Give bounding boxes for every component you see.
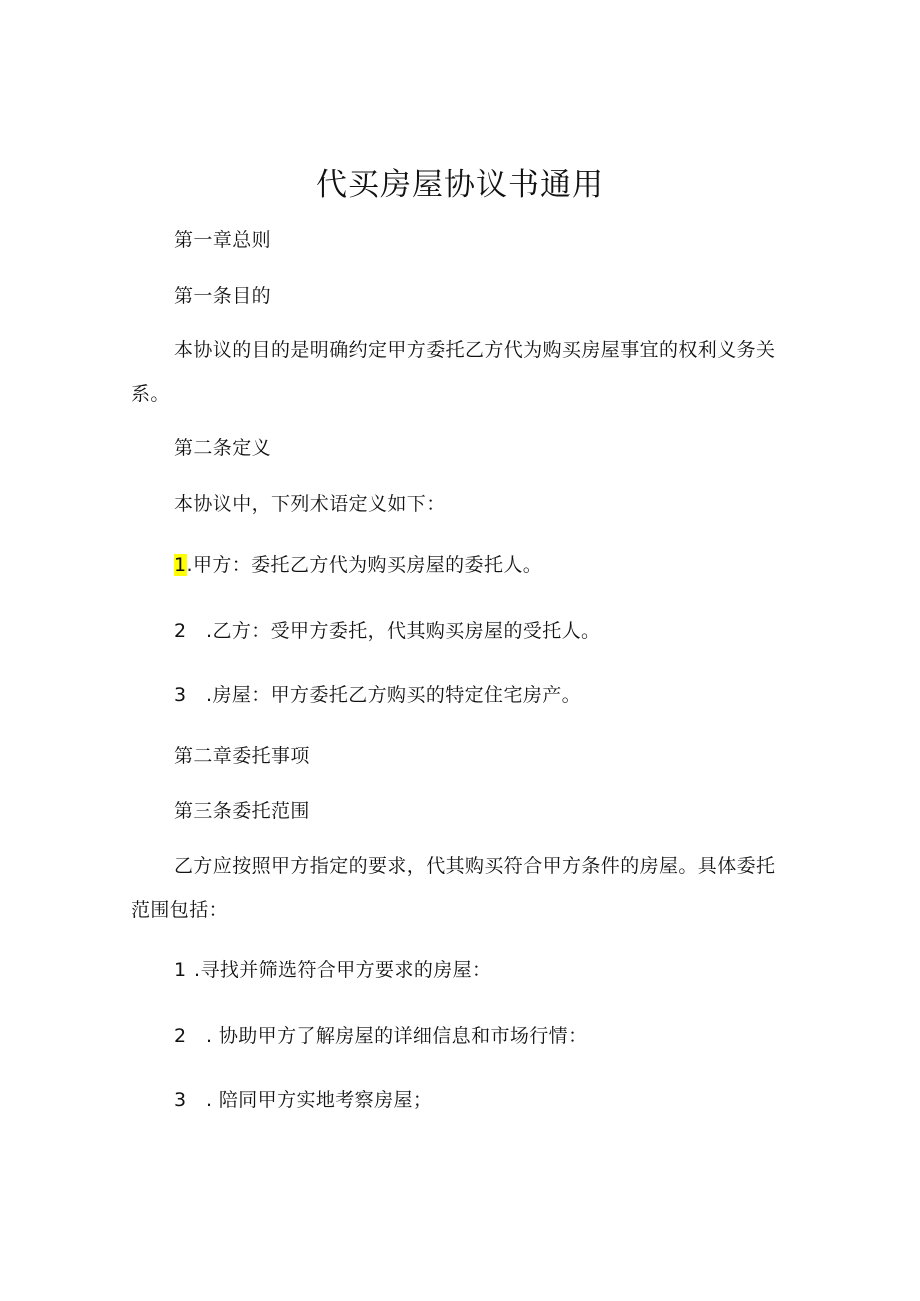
article-2-heading: 第二条定义 [174,437,272,459]
scope-number: 1 [174,959,187,981]
definition-text: .乙方：受甲方委托，代其购买房屋的受托人。 [206,620,601,642]
document-title: 代买房屋协议书通用 [316,167,604,203]
definition-number: 1 [174,554,187,576]
scope-number: 3 [174,1089,187,1111]
article-3-heading: 第三条委托范围 [174,800,310,822]
scope-text: . 陪同甲方实地考察房屋； [206,1089,433,1111]
scope-text: . 协助甲方了解房屋的详细信息和市场行情： [206,1025,588,1047]
definition-item [174,682,581,708]
scope-item [174,957,491,983]
scope-item [174,1023,587,1049]
article-2-intro: 本协议中，下列术语定义如下： [174,493,446,515]
definition-number: 2 [174,620,187,642]
article-1-body: 本协议的目的是明确约定甲方委托乙方代为购买房屋事宜的权利义务关系。 [131,339,776,405]
definition-number: 3 [174,684,187,706]
definition-item [174,618,600,644]
article-1-heading: 第一条目的 [174,285,272,307]
definition-item [174,552,542,578]
chapter-1-heading: 第一章总则 [174,229,272,251]
definition-text: .房屋：甲方委托乙方购买的特定住宅房产。 [206,684,582,706]
scope-item [174,1087,432,1113]
chapter-2-heading: 第二章委托事项 [174,745,310,767]
scope-text: .寻找并筛选符合甲方要求的房屋： [194,959,492,981]
definition-text: .甲方：委托乙方代为购买房屋的委托人。 [186,554,543,576]
article-3-body: 乙方应按照甲方指定的要求，代其购买符合甲方条件的房屋。具体委托范围包括： [131,855,776,921]
scope-number: 2 [174,1025,187,1047]
